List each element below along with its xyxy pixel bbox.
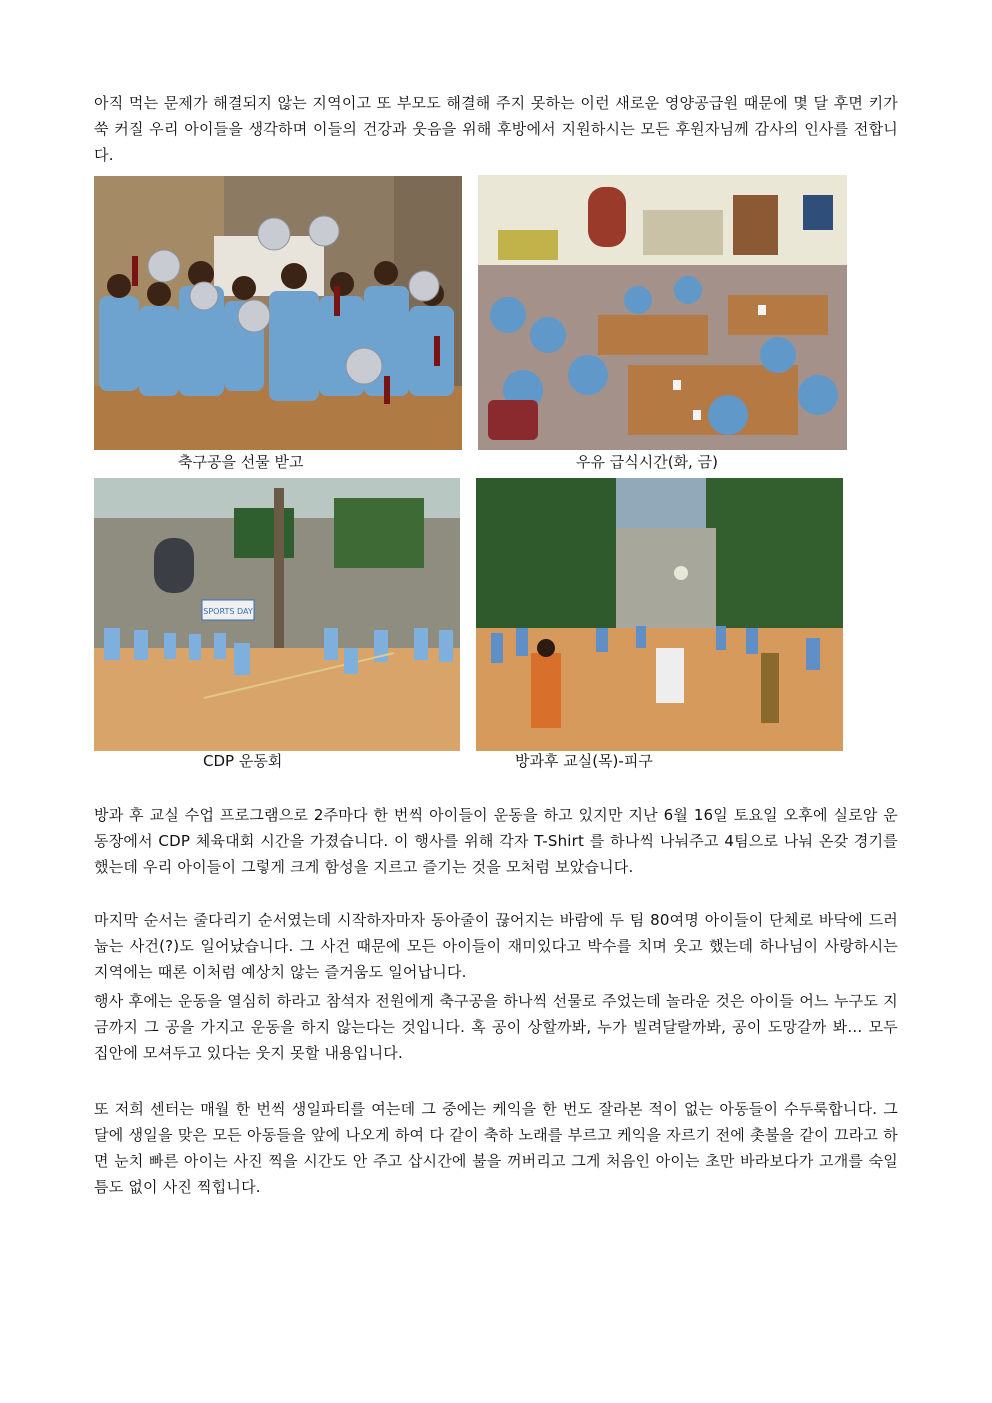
football-gift-paragraph: 행사 후에는 운동을 열심히 하라고 참석자 전원에게 축구공을 하나씩 선물로 주었는데 놀라운 것은 아이들 어느 누구도 지금까지 그 공을 가지고 운동을 하지 않는다는 것입니다. 혹 공이 상할까봐, 누가 빌려달랄까봐, 공이 도망갈까 봐… 모두 집안에 모셔두고 있다는 웃지 못할 내용입니다. xyxy=(94,992,898,1062)
photo-sports-day xyxy=(94,478,460,751)
photo-football-gifts xyxy=(94,176,462,450)
caption-dodgeball: 방과후 교실(목)-피구 xyxy=(515,752,653,770)
intro-paragraph: 아직 먹는 문제가 해결되지 않는 지역이고 또 부모도 해결해 주지 못하는 이런 새로운 영양공급원 때문에 몇 달 후면 키가 쑥 커질 우리 아이들을 생각하며 이들의 건강과 웃음을 위해 후방에서 지원하시는 모든 후원자님께 감사의 인사를 전합니다. xyxy=(94,94,898,164)
sports-day-banner: SPORTS DAY xyxy=(203,607,253,616)
caption-sports-day: CDP 운동회 xyxy=(203,752,283,770)
caption-milk-time: 우유 급식시간(화, 금) xyxy=(576,453,718,471)
tug-of-war-paragraph: 마지막 순서는 줄다리기 순서였는데 시작하자마자 동아줄이 끊어지는 바람에 두 팀 80여명 아이들이 단체로 바닥에 드러눕는 사건(?)도 일어났습니다. 그 사건 때문에 모든 아이들이 재미있다고 박수를 치며 웃고 했는데 하나님이 사랑하시는 지역에는 때론 이처럼 예상치 않는 즐거움도 일어납니다. xyxy=(94,911,898,981)
photo-dodgeball xyxy=(476,478,843,751)
sports-day-paragraph: 방과 후 교실 수업 프로그램으로 2주마다 한 번씩 아이들이 운동을 하고 있지만 지난 6월 16일 토요일 오후에 실로암 운동장에서 CDP 체육대회 시간을 가졌습니다. 이 행사를 위해 각자 T-Shirt 를 하나씩 나눠주고 4팀으로 나눠 온갖 경기를 했는데 우리 아이들이 그렇게 크게 함성을 지르고 즐기는 것을 모처럼 보았습니다. xyxy=(94,806,899,876)
photo-milk-time xyxy=(478,175,847,450)
caption-football-gifts: 축구공을 선물 받고 xyxy=(178,453,304,471)
birthday-party-paragraph: 또 저희 센터는 매월 한 번씩 생일파티를 여는데 그 중에는 케익을 한 번도 잘라본 적이 없는 아동들이 수두룩합니다. 그 달에 생일을 맞은 모든 아동들을 앞에 나오게 하여 다 같이 축하 노래를 부르고 케익을 자르기 전에 촛불을 같이 끄라고 하면 눈치 빠른 아이는 사진 찍을 시간도 안 주고 삽시간에 불을 꺼버리고 그게 처음인 아이는 초만 바라보다가 고개를 숙일 틈도 없이 사진 찍힙니다. xyxy=(94,1100,898,1196)
